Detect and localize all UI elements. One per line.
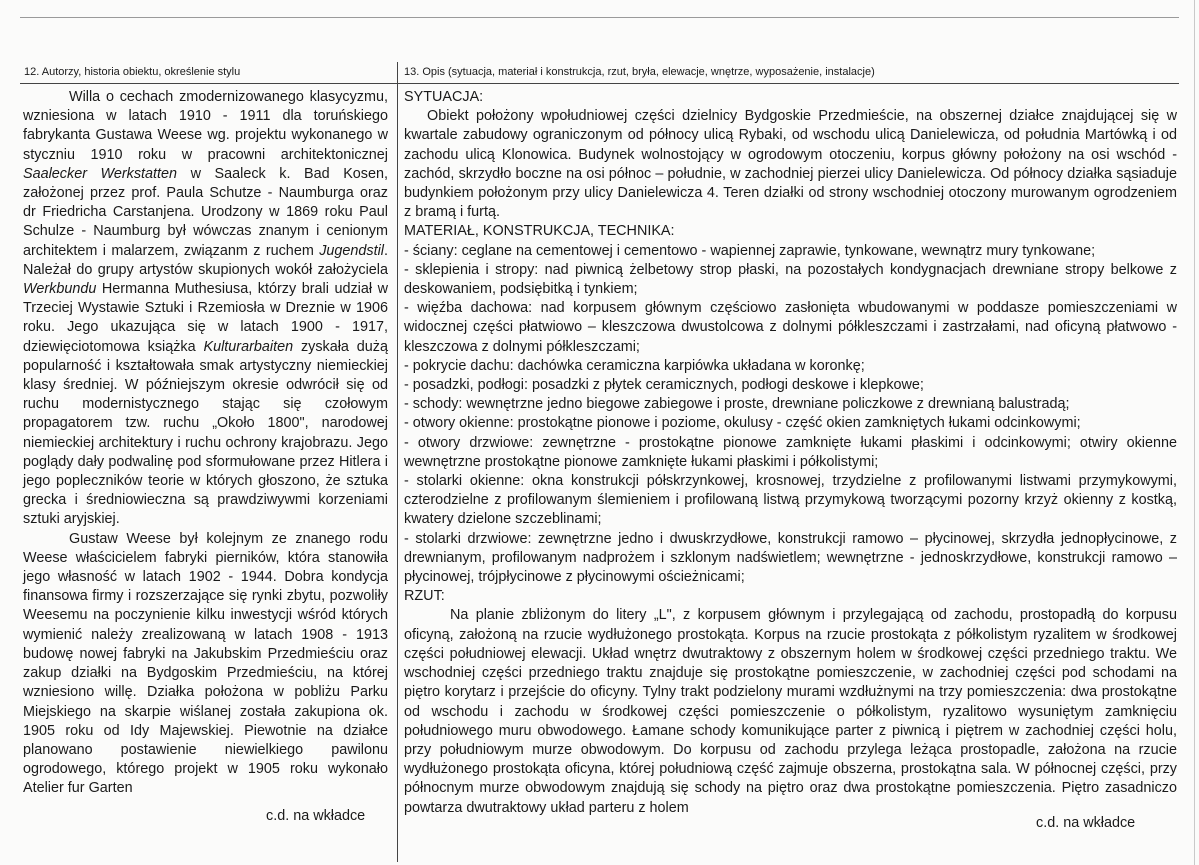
history-paragraph-2: Gustaw Weese był kolejnym ze znanego rodu Weese właścicielem fabryki pierników, która stanowiła jego własność w latach 1902 - 1944. Dobra kondycja finansowa firmy i rozszerzające się rynki zbytu, pozwoliły Weesemu na poczynienie kilku inwestycji wśród których wymienić należy zrealizowaną w latach 1908 - 1913 budowę nowej fabryki na Jakubskim Przedmieściu oraz zakup działki na Bydgoskim Przedmieściu, na której wzniesiono willę. Działka położona w pobliżu Parku Miejskiego na skarpie wiślanej została zakupiona ok. 1905 roku od Idy Majewskiej. Piewotnie na działce planowano postawienie niewielkiego pawilonu ogrodowego, którego projekt w 1905 roku wykonało Atelier fur Garten (23, 530, 388, 797)
rzut-heading: RZUT: (404, 588, 445, 605)
material-item: - otwory drzwiowe: zewnętrzne - prostokątne pionowe zamknięte łukami płaskimi i odcinkowymi; otwiry okienne wewnętrzne prostokątne pionowe zamknięte łukami płaskimi i półkolistymi; (404, 434, 1177, 470)
column-divider (397, 62, 398, 862)
header-rule (20, 83, 1179, 84)
material-item: - otwory okienne: prostokątne pionowe i poziome, okulusy - część okien zamkniętych łukami odcinkowymi; (404, 415, 1081, 432)
sytuacja-text: Obiekt położony wpołudniowej części dzielnicy Bydgoskie Przedmieście, na obszernej działce znajdującej się w kwartale zabudowy ograniczonym od północy ulicą Rybaki, od wschodu ulicą Danielewicza, od południa Martówką i od zachodu ulicą Klonowica. Budynek wolnostojący w ogrodowym otoczeniu, korpus główny położony na osi wschód - zachód, skrzydło boczne na osi północ – południe, w zachodniej pierzei ulicy Danielewicza. Od północy działka sąsiaduje budynkiem położonym przy ulicy Danielewicza 4. Teren działki od strony wschodniej otoczony murowanym ogrodzeniem z bramą i furtą. (404, 108, 1177, 221)
material-item: - ściany: ceglane na cementowej i cementowo - wapiennej zaprawie, tynkowane, wewnątrz mury tynkowane; (404, 242, 1096, 259)
history-column (23, 88, 388, 799)
continued-note-right: c.d. na wkładce (1036, 815, 1136, 831)
section-13-header: 13. Opis (sytuacja, materiał i konstrukcja, rzut, bryła, elewacje, wnętrze, wyposażenie, instalacje) (404, 66, 875, 78)
material-item: - więźba dachowa: nad korpusem głównym częściowo zasłonięta wbudowanymi w poddasze pomieszczeniami w widocznej części płatwiowo – kleszczowa dwustolcowa z dolnymi półkleszczami i zastrzałami, nad oficyną płatwowo - kleszczowa z dolnymi półkleszczami; (404, 300, 1177, 355)
page-edge (1194, 0, 1195, 865)
description-column (404, 88, 1177, 818)
material-item: - pokrycie dachu: dachówka ceramiczna karpiówka układana w koronkę; (404, 357, 865, 374)
material-item: - sklepienia i stropy: nad piwnicą żelbetowy strop płaski, na pozostałych kondygnacjach drewniane stropy belkowe z deskowaniem, podsiębitką i tynkiem; (404, 261, 1177, 298)
continued-note-left: c.d. na wkładce (266, 808, 366, 824)
history-paragraph-1: Willa o cechach zmodernizowanego klasycyzmu, wzniesiona w latach 1910 - 1911 dla toruńskiego fabrykanta Gustawa Weese wg. projektu wykonanego w styczniu 1910 roku w pracowni architektonicznej Saalecker Werkstatten w Saaleck k. Bad Kosen, założonej przez prof. Paula Schutze - Naumburga oraz dr Friedricha Carstanjena. Urodzony w 1869 roku Paul Schulze - Naumburg był wówczas znanym i cenionym architektem i malarzem, związanm z ruchem Jugendstil. Należał do grupy artystów skupionych wokół założyciela Werkbundu Hermanna Muthesiusa, którzy brali udział w Trzeciej Wystawie Sztuki i Rzemiosła w Dreznie w 1906 roku. Jego ukazująca się w latach 1900 - 1917, dziewięciotomowa książka Kulturarbaiten zyskała dużą popularność i kształtowała smak artystyczny niemieckiej klasy średniej. W późniejszym okresie odwrócił się od ruchu modernistycznego stając się czołowym propagatorem tzw. ruchu „Około 1800", narodowej niemieckiej architektury i ruchu ochrony krajobrazu. Jego poglądy dały podwalinę pod sformułowane przez Hitlera i jego popleczników teorie w których głoszono, że sztuka grecka i średniowieczna są prawdziwywmi korzeniami sztuki aryjskiej. (23, 89, 388, 528)
material-item: - stolarki drzwiowe: zewnętrzne jedno i dwuskrzydłowe, konstrukcji ramowo – płycinowej, skrzydła jednopłycinowe, z drewnianym, profilowanym nadprożem i szklonym nadświetlem; wewnętrzne - jednoskrzydłowe, konstrukcji ramowo – płycinowej, trójpłycinowe z płycinowymi ościeżnicami; (404, 530, 1177, 586)
material-item: - posadzki, podłogi: posadzki z płytek ceramicznych, podłogi deskowe i klepkowe; (404, 377, 924, 394)
material-item: - stolarki okienne: okna konstrukcji półskrzynkowej, krosnowej, trzydzielne z profilowanymi listwami przymykowymi, czterodzielne z profilowanym ślemieniem i profilowaną listwą przymykową tworzącymi pozorny krzyż okienny z kostką, kwatery dzielone szczeblinami; (404, 473, 1177, 528)
top-rule (20, 17, 1179, 18)
sytuacja-heading: SYTUACJA: (404, 89, 484, 105)
material-item: - schody: wewnętrzne jedno biegowe zabiegowe i proste, drewniane policzkowe z drewnianą balustradą; (404, 396, 1070, 413)
material-heading: MATERIAŁ, KONSTRUKCJA, TECHNIKA: (404, 223, 675, 240)
section-12-header: 12. Autorzy, historia obiektu, określenie stylu (24, 66, 241, 78)
rzut-text: Na planie zbliżonym do litery „L", z korpusem głównym i przylegającą od zachodu, prostopadłą do korpusu oficyną, założoną na rzucie wydłużonego prostokąta. Korpus na rzucie prostokąta z półkolistym ryzalitem w środkowej części południowej elewacji. Układ wnętrz dwutraktowy z obszernym holem w środkowej części przedniego traktu. We wschodniej części przedniego traktu znajduje się prostokątne pomieszczenie, w zachodniej części pod schodami na piętro korytarz i przejście do oficyny. Tylny trakt podzielony murami wzdłużnymi na trzy pomieszczenia: dwa prostokątne od wschodu i zachodu w środkowej części pomieszczenie o półkolistym, ryzalitowo wysuniętym zamknięciu południowego muru obwodowego. Łamane schody komunikujące parter z piwnicą i piętrem w zachodniej części holu, przy południowym murze obwodowym. Do korpusu od zachodu przylega leżąca prostopadle, założona na rzucie wydłużonego prostokąta oficyna, której południową część zajmuje obszerna, prostokątna sala. W północnej części, przy północnym murze obwodowym znajdują się schody na piętro oraz dwa prostokątne pomieszczenia. Piętro zasadniczo powtarza dwutraktowy układ parteru z holem (404, 607, 1177, 816)
